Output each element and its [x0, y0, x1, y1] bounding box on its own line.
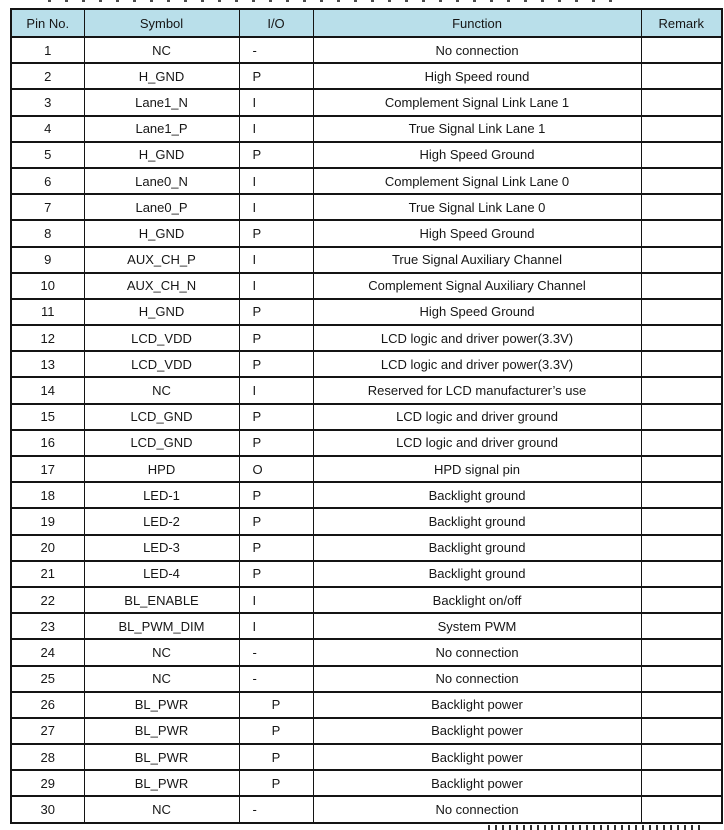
remark-cell — [641, 561, 722, 587]
io-cell: I — [239, 273, 313, 299]
symbol-cell: LED-3 — [84, 535, 239, 561]
pin-cell: 29 — [11, 770, 84, 796]
remark-cell — [641, 535, 722, 561]
remark-cell — [641, 692, 722, 718]
table-row — [11, 194, 722, 220]
pin-cell: 18 — [11, 482, 84, 508]
function-cell: Reserved for LCD manufacturer’s use — [313, 377, 641, 403]
table-row — [11, 666, 722, 692]
function-cell: High Speed Ground — [313, 299, 641, 325]
table-row — [11, 430, 722, 456]
pin-cell: 15 — [11, 404, 84, 430]
function-cell: HPD signal pin — [313, 456, 641, 482]
io-cell: P — [239, 482, 313, 508]
table-row — [11, 377, 722, 403]
function-cell: True Signal Link Lane 1 — [313, 116, 641, 142]
function-cell: High Speed Ground — [313, 142, 641, 168]
function-cell: LCD logic and driver ground — [313, 430, 641, 456]
symbol-cell: LCD_VDD — [84, 351, 239, 377]
clipped-text-top-fragment — [48, 0, 623, 2]
table-row — [11, 639, 722, 665]
symbol-cell: HPD — [84, 456, 239, 482]
function-cell: Backlight power — [313, 692, 641, 718]
table-row — [11, 692, 722, 718]
symbol-cell: H_GND — [84, 220, 239, 246]
symbol-cell: Lane0_P — [84, 194, 239, 220]
table-row — [11, 404, 722, 430]
remark-cell — [641, 718, 722, 744]
function-cell: System PWM — [313, 613, 641, 639]
function-cell: Complement Signal Auxiliary Channel — [313, 273, 641, 299]
function-cell: True Signal Auxiliary Channel — [313, 247, 641, 273]
io-cell: P — [239, 692, 313, 718]
pin-cell: 8 — [11, 220, 84, 246]
function-cell: Backlight power — [313, 744, 641, 770]
header-remark: Remark — [641, 9, 722, 37]
symbol-cell: H_GND — [84, 299, 239, 325]
header-function: Function — [313, 9, 641, 37]
pin-cell: 26 — [11, 692, 84, 718]
symbol-cell: Lane0_N — [84, 168, 239, 194]
table-row — [11, 482, 722, 508]
table-row — [11, 770, 722, 796]
pin-cell: 28 — [11, 744, 84, 770]
pin-cell: 20 — [11, 535, 84, 561]
pin-cell: 21 — [11, 561, 84, 587]
function-cell: Backlight ground — [313, 482, 641, 508]
table-row — [11, 535, 722, 561]
function-cell: No connection — [313, 37, 641, 63]
table-row — [11, 89, 722, 115]
pin-cell: 2 — [11, 63, 84, 89]
io-cell: P — [239, 142, 313, 168]
pin-cell: 9 — [11, 247, 84, 273]
function-cell: Backlight ground — [313, 561, 641, 587]
function-cell: High Speed round — [313, 63, 641, 89]
header-pin-no: Pin No. — [11, 9, 84, 37]
remark-cell — [641, 116, 722, 142]
remark-cell — [641, 482, 722, 508]
pin-cell: 5 — [11, 142, 84, 168]
remark-cell — [641, 142, 722, 168]
remark-cell — [641, 744, 722, 770]
io-cell: P — [239, 744, 313, 770]
symbol-cell: LED-4 — [84, 561, 239, 587]
remark-cell — [641, 508, 722, 534]
symbol-cell: BL_PWR — [84, 692, 239, 718]
remark-cell — [641, 351, 722, 377]
function-cell: LCD logic and driver power(3.3V) — [313, 351, 641, 377]
io-cell: I — [239, 116, 313, 142]
pin-cell: 24 — [11, 639, 84, 665]
header-io: I/O — [239, 9, 313, 37]
table-row — [11, 587, 722, 613]
pin-cell: 4 — [11, 116, 84, 142]
remark-cell — [641, 639, 722, 665]
symbol-cell: H_GND — [84, 63, 239, 89]
pin-cell: 27 — [11, 718, 84, 744]
remark-cell — [641, 404, 722, 430]
function-cell: Backlight ground — [313, 535, 641, 561]
table-row — [11, 718, 722, 744]
pin-cell: 16 — [11, 430, 84, 456]
io-cell: I — [239, 168, 313, 194]
io-cell: P — [239, 404, 313, 430]
io-cell: P — [239, 718, 313, 744]
symbol-cell: NC — [84, 377, 239, 403]
table-row — [11, 561, 722, 587]
pin-cell: 10 — [11, 273, 84, 299]
remark-cell — [641, 430, 722, 456]
function-cell: No connection — [313, 639, 641, 665]
remark-cell — [641, 168, 722, 194]
remark-cell — [641, 63, 722, 89]
symbol-cell: H_GND — [84, 142, 239, 168]
symbol-cell: Lane1_N — [84, 89, 239, 115]
symbol-cell: LCD_GND — [84, 404, 239, 430]
symbol-cell: BL_PWM_DIM — [84, 613, 239, 639]
pin-cell: 11 — [11, 299, 84, 325]
pin-cell: 1 — [11, 37, 84, 63]
pin-cell: 12 — [11, 325, 84, 351]
clipped-text-bottom-fragment — [488, 825, 704, 830]
pin-cell: 3 — [11, 89, 84, 115]
remark-cell — [641, 587, 722, 613]
function-cell: LCD logic and driver ground — [313, 404, 641, 430]
symbol-cell: LCD_GND — [84, 430, 239, 456]
function-cell: Complement Signal Link Lane 1 — [313, 89, 641, 115]
symbol-cell: LCD_VDD — [84, 325, 239, 351]
io-cell: P — [239, 299, 313, 325]
symbol-cell: NC — [84, 796, 239, 822]
function-cell: No connection — [313, 796, 641, 822]
pin-cell: 14 — [11, 377, 84, 403]
io-cell: P — [239, 63, 313, 89]
io-cell: P — [239, 430, 313, 456]
remark-cell — [641, 194, 722, 220]
table-header-row — [11, 9, 722, 37]
table-row — [11, 116, 722, 142]
pin-cell: 22 — [11, 587, 84, 613]
pin-cell: 17 — [11, 456, 84, 482]
function-cell: Complement Signal Link Lane 0 — [313, 168, 641, 194]
io-cell: I — [239, 587, 313, 613]
symbol-cell: BL_PWR — [84, 770, 239, 796]
function-cell: Backlight power — [313, 770, 641, 796]
remark-cell — [641, 89, 722, 115]
io-cell: I — [239, 194, 313, 220]
pin-assignment-table — [10, 8, 723, 824]
table-row — [11, 796, 722, 822]
io-cell: P — [239, 325, 313, 351]
remark-cell — [641, 666, 722, 692]
table-header-row — [11, 9, 722, 37]
io-cell: P — [239, 561, 313, 587]
io-cell: I — [239, 377, 313, 403]
symbol-cell: BL_ENABLE — [84, 587, 239, 613]
io-cell: P — [239, 351, 313, 377]
function-cell: Backlight on/off — [313, 587, 641, 613]
remark-cell — [641, 273, 722, 299]
symbol-cell: NC — [84, 639, 239, 665]
pin-cell: 7 — [11, 194, 84, 220]
symbol-cell: AUX_CH_P — [84, 247, 239, 273]
io-cell: P — [239, 770, 313, 796]
io-cell: P — [239, 508, 313, 534]
symbol-cell: AUX_CH_N — [84, 273, 239, 299]
io-cell: I — [239, 613, 313, 639]
table-row — [11, 456, 722, 482]
remark-cell — [641, 299, 722, 325]
pin-cell: 30 — [11, 796, 84, 822]
io-cell: - — [239, 666, 313, 692]
table-row — [11, 299, 722, 325]
function-cell: No connection — [313, 666, 641, 692]
table-row — [11, 63, 722, 89]
function-cell: Backlight ground — [313, 508, 641, 534]
remark-cell — [641, 796, 722, 822]
io-cell: - — [239, 639, 313, 665]
io-cell: O — [239, 456, 313, 482]
table-row — [11, 508, 722, 534]
remark-cell — [641, 613, 722, 639]
io-cell: P — [239, 535, 313, 561]
table-row — [11, 744, 722, 770]
pin-cell: 6 — [11, 168, 84, 194]
remark-cell — [641, 456, 722, 482]
pin-cell: 25 — [11, 666, 84, 692]
pin-cell: 13 — [11, 351, 84, 377]
table-row — [11, 220, 722, 246]
remark-cell — [641, 325, 722, 351]
table-body — [11, 37, 722, 823]
remark-cell — [641, 247, 722, 273]
header-symbol: Symbol — [84, 9, 239, 37]
function-cell: Backlight power — [313, 718, 641, 744]
function-cell: LCD logic and driver power(3.3V) — [313, 325, 641, 351]
remark-cell — [641, 37, 722, 63]
table-row — [11, 37, 722, 63]
remark-cell — [641, 770, 722, 796]
table-row — [11, 168, 722, 194]
symbol-cell: NC — [84, 666, 239, 692]
table-row — [11, 351, 722, 377]
symbol-cell: LED-2 — [84, 508, 239, 534]
table-row — [11, 613, 722, 639]
symbol-cell: Lane1_P — [84, 116, 239, 142]
remark-cell — [641, 377, 722, 403]
function-cell: True Signal Link Lane 0 — [313, 194, 641, 220]
table-row — [11, 325, 722, 351]
pin-cell: 23 — [11, 613, 84, 639]
table-row — [11, 247, 722, 273]
remark-cell — [641, 220, 722, 246]
io-cell: I — [239, 247, 313, 273]
io-cell: - — [239, 796, 313, 822]
io-cell: P — [239, 220, 313, 246]
pin-cell: 19 — [11, 508, 84, 534]
table-row — [11, 273, 722, 299]
symbol-cell: LED-1 — [84, 482, 239, 508]
symbol-cell: BL_PWR — [84, 744, 239, 770]
function-cell: High Speed Ground — [313, 220, 641, 246]
table-row — [11, 142, 722, 168]
symbol-cell: NC — [84, 37, 239, 63]
io-cell: I — [239, 89, 313, 115]
io-cell: - — [239, 37, 313, 63]
symbol-cell: BL_PWR — [84, 718, 239, 744]
